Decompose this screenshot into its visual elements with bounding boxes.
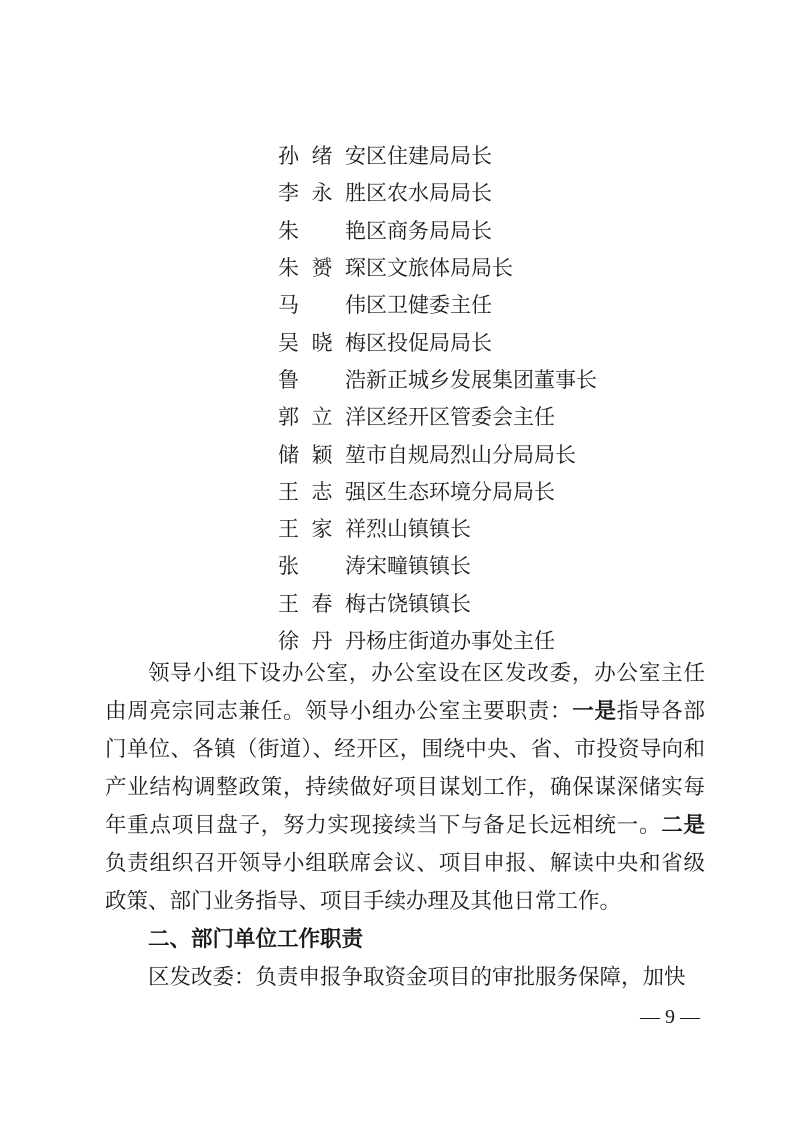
office-paragraph-part2: 指导各部门单位、各镇（街道）、经开区，围绕中央、省、市投资导向和产业结构调整政策，持续做好项目谋划工作，确保谋深储实每年重点项目盘子，努力实现接续当下与备足长远相统一。 [105, 699, 705, 838]
member-role: 烈山镇镇长 [366, 517, 471, 542]
member-role: 区生态环境分局局长 [366, 479, 555, 504]
last-paragraph: 区发改委：负责申报争取资金项目的审批服务保障，加快 [148, 965, 686, 990]
member-role: 古饶镇镇长 [366, 591, 471, 616]
member-role: 区投促局局长 [366, 330, 492, 355]
member-role: 杨庄街道办事处主任 [366, 629, 555, 653]
member-role: 区卫健委主任 [366, 293, 492, 318]
member-name: 马伟 [278, 293, 366, 318]
page-number: — 9 — [640, 1006, 700, 1028]
member-row [278, 138, 698, 175]
member-name: 鲁浩 [278, 367, 366, 392]
member-row [278, 548, 698, 585]
section-heading: 二、部门单位工作职责 [148, 927, 364, 952]
member-row [278, 362, 698, 399]
office-paragraph-part3: 负责组织召开领导小组联席会议、项目申报、解读中央和省级政策、部门业务指导、项目手续办理及其他日常工作。 [105, 851, 705, 914]
member-row [278, 250, 698, 287]
member-name: 郭立洋 [278, 405, 366, 430]
member-role: 新正城乡发展集团董事长 [366, 367, 597, 392]
member-name: 徐丹丹 [278, 629, 366, 653]
member-name: 朱赟琛 [278, 256, 366, 281]
member-name: 王春梅 [278, 591, 366, 616]
member-name: 储颖堃 [278, 442, 366, 467]
member-name: 吴晓梅 [278, 330, 366, 355]
member-row [278, 474, 698, 511]
member-row [278, 511, 698, 548]
member-role: 区农水局局长 [366, 181, 492, 206]
office-paragraph [105, 655, 705, 921]
member-list [278, 138, 698, 660]
member-row [278, 175, 698, 212]
duty-marker-two: 二是 [661, 813, 705, 838]
member-name: 朱艳 [278, 218, 366, 243]
member-role: 宋疃镇镇长 [366, 554, 471, 579]
member-name: 李永胜 [278, 181, 366, 206]
member-row [278, 586, 698, 623]
office-paragraph-part1: 领导小组下设办公室，办公室设在区发改委，办公室主任由周亮宗同志兼任。领导小组办公室主要职责： [105, 661, 705, 724]
member-name: 王志强 [278, 479, 366, 504]
member-role: 市自规局烈山分局局长 [366, 442, 576, 467]
member-name: 王家祥 [278, 517, 366, 542]
duty-marker-one: 一是 [572, 699, 617, 724]
member-role: 区文旅体局局长 [366, 256, 513, 281]
member-role: 区住建局局长 [366, 144, 492, 169]
member-row [278, 287, 698, 324]
member-name: 孙绪安 [278, 144, 366, 169]
member-name: 张涛 [278, 554, 366, 579]
member-row [278, 399, 698, 436]
member-row [278, 324, 698, 361]
body-text [105, 655, 705, 997]
member-role: 区经开区管委会主任 [366, 405, 555, 430]
member-role: 区商务局局长 [366, 218, 492, 243]
member-row [278, 436, 698, 473]
member-row [278, 213, 698, 250]
